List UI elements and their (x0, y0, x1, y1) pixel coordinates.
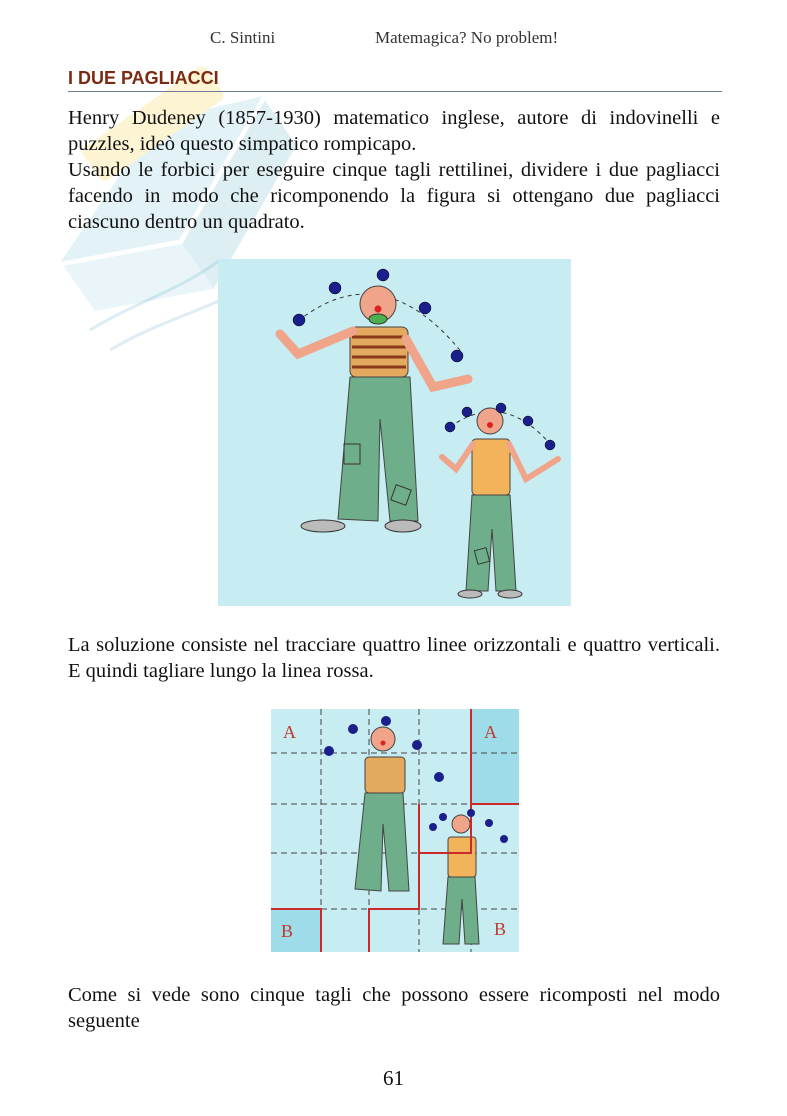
label-bottom-right: B (494, 919, 507, 939)
header-author: C. Sintini (210, 28, 276, 47)
page-number: 61 (383, 1066, 404, 1090)
label-bottom-left: B (281, 921, 294, 941)
running-header (0, 28, 787, 50)
paragraph-conclusion: Come si vede sono cinque tagli che possono essere ricomposti nel modo seguente (68, 984, 720, 1032)
label-top-right: A (484, 722, 497, 742)
solution-grid-illustration (271, 709, 519, 952)
paragraph-task: Usando le forbici per eseguire cinque tagli rettilinei, dividere i due pagliacci facendo in modo che ricomponendo la figura si ottengano due pagliacci ciascuno dentro un quadrato. (68, 159, 720, 233)
header-book-title: Matemagica? No problem! (375, 28, 559, 47)
label-top-left: A (283, 722, 296, 742)
section-title: I DUE PAGLIACCI (68, 68, 722, 92)
paragraph-intro: Henry Dudeney (1857-1930) matematico inglese, autore di indovinelli e puzzles, ideò questo simpatico rompicapo. (68, 107, 720, 155)
paragraph-solution: La soluzione consiste nel tracciare quattro linee orizzontali e quattro verticali. E quindi tagliare lungo la linea rossa. (68, 634, 720, 682)
clowns-puzzle-illustration (218, 259, 571, 606)
